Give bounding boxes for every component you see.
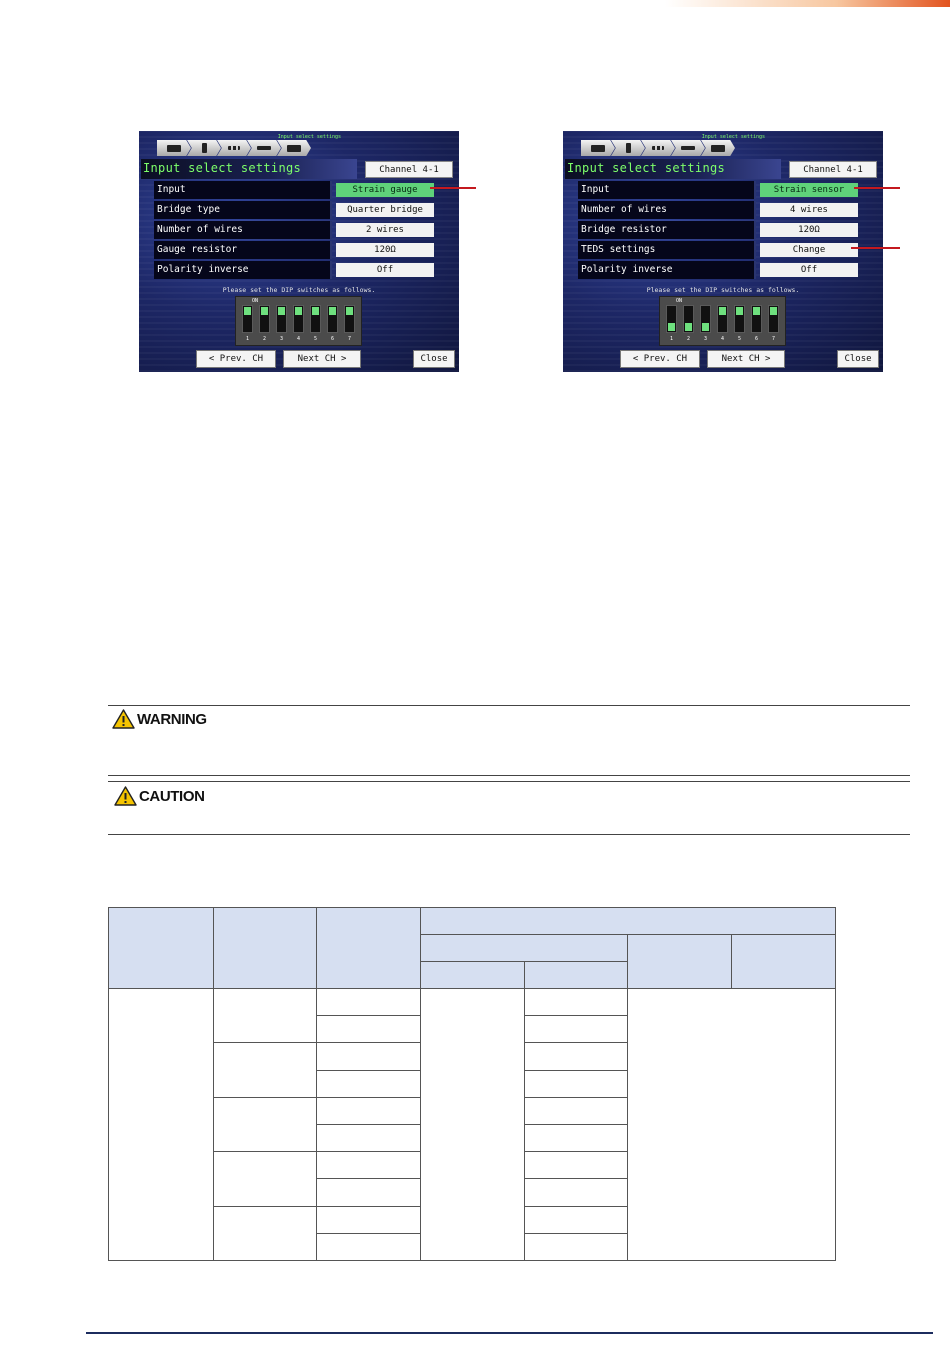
breadcrumb: Input select settings [277,134,341,140]
spec-table [108,907,836,1261]
tab-sensor[interactable] [671,140,705,156]
channel-button[interactable]: Channel 4-1 [365,161,453,178]
tab-signal[interactable] [217,140,251,156]
dip-knob [719,307,726,315]
table-cell [525,1206,628,1233]
channel-icon [626,143,631,153]
number-of-wires-button[interactable]: 4 wires [760,203,858,217]
dip-knob [736,307,743,315]
dip-number: 3 [279,336,283,342]
dip-knob [261,307,268,315]
notice-rule [108,781,910,782]
caution-label: CAUTION [139,787,205,805]
setting-row-bridge-resistor [578,221,874,239]
dip-knob [685,323,692,331]
dip-switch-2 [683,305,694,333]
dip-number: 6 [330,336,334,342]
tab-monitor[interactable] [581,140,615,156]
tab-bar [581,140,731,156]
tab-sensor[interactable] [247,140,281,156]
dip-switch-panel [235,296,362,346]
table-header-cell [732,935,836,989]
dip-number: 7 [771,336,775,342]
warning-icon [112,709,135,729]
table-cell [214,989,317,1043]
table-header-cell [214,908,317,989]
notice-rule [108,775,910,776]
table-cell [214,1206,317,1261]
sensor-icon [257,146,271,150]
dip-number: 1 [669,336,673,342]
table-header-cell [628,935,732,989]
dip-number: 4 [720,336,724,342]
table-cell [525,1070,628,1097]
channel-icon [202,143,207,153]
page-title: Input select settings [143,161,302,175]
setting-row-input [154,181,450,199]
dip-switch-6 [327,305,338,333]
table-cell [525,1179,628,1206]
dip-knob [244,307,251,315]
table-cell [317,1179,421,1206]
table-cell [317,1152,421,1179]
warning-label: WARNING [137,710,207,728]
dip-switch-4 [717,305,728,333]
setting-label: TEDS settings [578,241,756,259]
setting-row-input [578,181,874,199]
input-value-button[interactable]: Strain gauge [336,183,434,197]
dip-number: 3 [703,336,707,342]
next-channel-button[interactable]: Next CH > [283,350,361,368]
callout-line [430,187,476,189]
setting-label: Number of wires [154,221,332,239]
table-header-cell [317,908,421,989]
table-cell [317,1043,421,1070]
dip-switch-panel [659,296,786,346]
dip-switch-1 [242,305,253,333]
caution-heading [114,786,205,806]
prev-channel-button[interactable]: < Prev. CH [620,350,700,368]
dip-on-label: ON [676,298,683,304]
dip-knob [753,307,760,315]
monitor-icon [167,145,181,152]
caution-icon [114,786,137,806]
dip-switch-7 [768,305,779,333]
dip-number: 5 [313,336,317,342]
dip-caption: Please set the DIP switches as follows. [222,286,376,294]
dip-knob [770,307,777,315]
table-cell [525,989,628,1016]
setting-label: Gauge resistor [154,241,332,259]
tab-channel[interactable] [187,140,221,156]
dip-knob [668,323,675,331]
input-select-screen-strain-sensor [563,131,883,372]
dip-number: 7 [347,336,351,342]
callout-line [851,247,900,249]
table-cell [317,1206,421,1233]
dip-caption: Please set the DIP switches as follows. [646,286,800,294]
table-cell [214,1043,317,1097]
header-stripe [0,0,950,7]
table-cell [317,1233,421,1260]
dip-switch-6 [751,305,762,333]
dip-number: 6 [754,336,758,342]
dip-number: 2 [686,336,690,342]
dip-knob [329,307,336,315]
bridge-type-button[interactable]: Quarter bridge [336,203,434,217]
page-title: Input select settings [567,161,726,175]
setting-row-number-of-wires [154,221,450,239]
setting-label: Input [578,181,756,199]
footer-rule [86,1332,933,1334]
teds-change-button[interactable]: Change [760,243,858,257]
tab-channel[interactable] [611,140,645,156]
table-header-cell [109,908,214,989]
display-icon [711,145,725,152]
dip-switch-1 [666,305,677,333]
table-cell [317,1124,421,1151]
setting-label: Input [154,181,332,199]
table-cell [525,1233,628,1260]
table-header-cell [421,962,525,989]
sensor-icon [681,146,695,150]
dip-number: 1 [245,336,249,342]
dip-on-label: ON [252,298,259,304]
dip-knob [702,323,709,331]
close-button[interactable]: Close [837,350,879,368]
channel-button[interactable]: Channel 4-1 [789,161,877,178]
dip-number: 4 [296,336,300,342]
table-cell [317,989,421,1016]
input-value-button[interactable]: Strain sensor [760,183,858,197]
setting-row-polarity-inverse [154,261,450,279]
gauge-resistor-button[interactable]: 120Ω [336,243,434,257]
tab-display[interactable] [701,140,735,156]
table-cell [628,989,836,1261]
signal-icon [652,146,664,150]
bridge-resistor-button[interactable]: 120Ω [760,223,858,237]
notice-rule [108,834,910,835]
polarity-inverse-button[interactable]: Off [336,263,434,277]
setting-label: Polarity inverse [578,261,756,279]
table-cell [214,1152,317,1206]
table-cell [525,1016,628,1043]
table-cell [317,1097,421,1124]
dip-knob [346,307,353,315]
setting-label: Number of wires [578,201,756,219]
table-header-cell [525,962,628,989]
table-cell [317,1016,421,1043]
table-cell [109,989,214,1261]
table-cell [525,1043,628,1070]
table-cell [525,1152,628,1179]
table-cell [214,1097,317,1151]
next-channel-button[interactable]: Next CH > [707,350,785,368]
polarity-inverse-button[interactable]: Off [760,263,858,277]
display-icon [287,145,301,152]
close-button[interactable]: Close [413,350,455,368]
table-cell [525,1097,628,1124]
setting-row-polarity-inverse [578,261,874,279]
table-header-cell [421,908,836,935]
dip-knob [312,307,319,315]
dip-number: 2 [262,336,266,342]
setting-row-bridge-type [154,201,450,219]
setting-label: Bridge resistor [578,221,756,239]
signal-icon [228,146,240,150]
setting-label: Polarity inverse [154,261,332,279]
table-cell [525,1124,628,1151]
table-cell [421,989,525,1261]
setting-row-gauge-resistor [154,241,450,259]
tab-monitor[interactable] [157,140,191,156]
setting-row-teds-settings [578,241,874,259]
breadcrumb: Input select settings [701,134,765,140]
dip-switch-7 [344,305,355,333]
dip-switch-2 [259,305,270,333]
number-of-wires-button[interactable]: 2 wires [336,223,434,237]
callout-line [854,187,900,189]
prev-channel-button[interactable]: < Prev. CH [196,350,276,368]
dip-switch-3 [276,305,287,333]
dip-switch-4 [293,305,304,333]
dip-switch-5 [310,305,321,333]
notice-rule [108,705,910,706]
tab-signal[interactable] [641,140,675,156]
dip-switch-5 [734,305,745,333]
dip-knob [278,307,285,315]
warning-heading [112,709,207,729]
dip-switch-3 [700,305,711,333]
monitor-icon [591,145,605,152]
table-cell [317,1070,421,1097]
tab-display[interactable] [277,140,311,156]
setting-label: Bridge type [154,201,332,219]
table-header-cell [421,935,628,962]
tab-bar [157,140,307,156]
dip-knob [295,307,302,315]
setting-row-number-of-wires [578,201,874,219]
input-select-screen-strain-gauge [139,131,459,372]
dip-number: 5 [737,336,741,342]
